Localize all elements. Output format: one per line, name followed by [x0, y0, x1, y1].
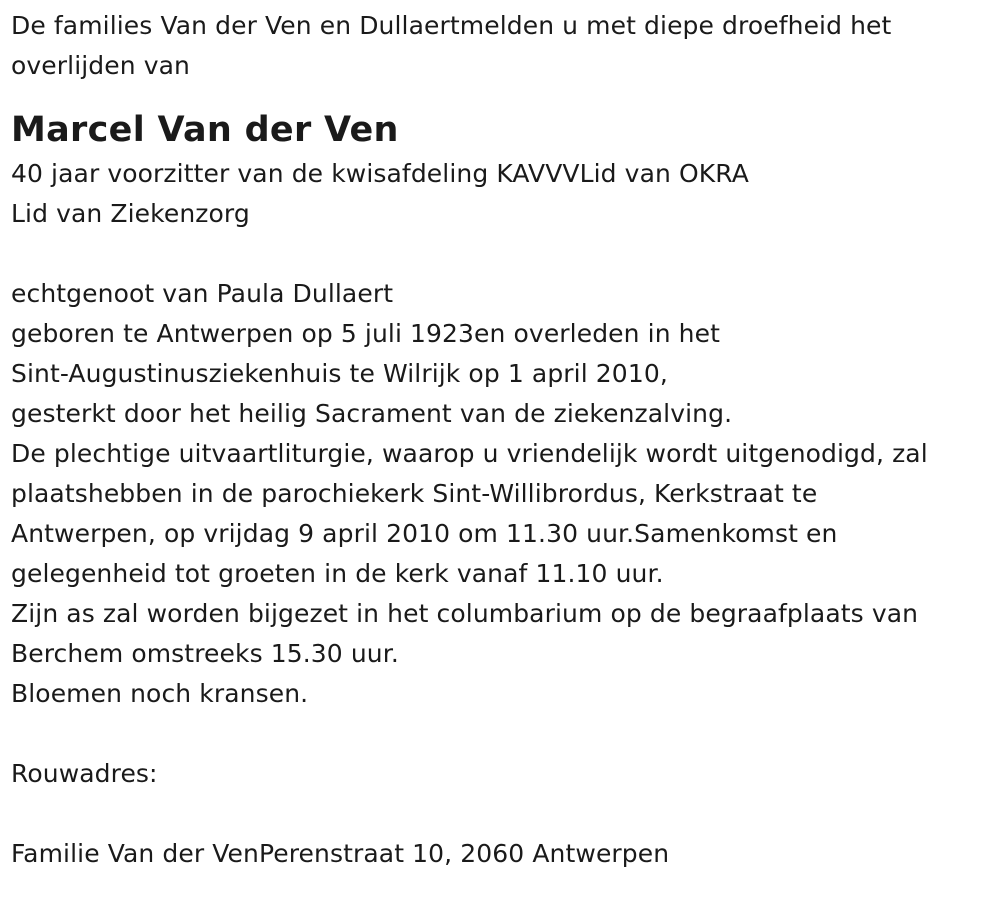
detail-line: De plechtige uitvaartliturgie, waarop u vriendelijk wordt uitgenodigd, zal	[11, 439, 928, 468]
detail-line: Bloemen noch kransen.	[11, 679, 309, 708]
details	[11, 274, 996, 714]
detail-line: Sint-Augustinusziekenhuis te Wilrijk op 1 april 2010,	[11, 359, 668, 388]
mourning-address: Familie Van der VenPerenstraat 10, 2060 Antwerpen	[11, 839, 670, 868]
intro-line: overlijden van	[11, 51, 190, 80]
detail-line: echtgenoot van Paula Dullaert	[11, 279, 394, 308]
detail-line: gesterkt door het heilig Sacrament van de ziekenzalving.	[11, 399, 733, 428]
detail-line: plaatshebben in de parochiekerk Sint-Willibrordus, Kerkstraat te	[11, 479, 818, 508]
detail-line: gelegenheid tot groeten in de kerk vanaf 11.10 uur.	[11, 559, 664, 588]
detail-line: geboren te Antwerpen op 5 juli 1923en overleden in het	[11, 319, 721, 348]
death-notice	[11, 6, 996, 874]
deceased-name: Marcel Van der Ven	[11, 110, 399, 150]
role-line: 40 jaar voorzitter van de kwisafdeling KAVVVLid van OKRA	[11, 159, 749, 188]
spacer	[11, 714, 996, 754]
intro-line: De families Van der Ven en Dullaertmelden u met diepe droefheid het	[11, 11, 892, 40]
detail-line: Antwerpen, op vrijdag 9 april 2010 om 11.30 uur.Samenkomst en	[11, 519, 838, 548]
role-line: Lid van Ziekenzorg	[11, 199, 250, 228]
spacer	[11, 794, 996, 834]
detail-line: Zijn as zal worden bijgezet in het columbarium op de begraafplaats van	[11, 599, 919, 628]
roles	[11, 154, 996, 234]
detail-line: Berchem omstreeks 15.30 uur.	[11, 639, 399, 668]
address-label: Rouwadres:	[11, 759, 158, 788]
spacer	[11, 234, 996, 274]
intro-text	[11, 6, 996, 86]
